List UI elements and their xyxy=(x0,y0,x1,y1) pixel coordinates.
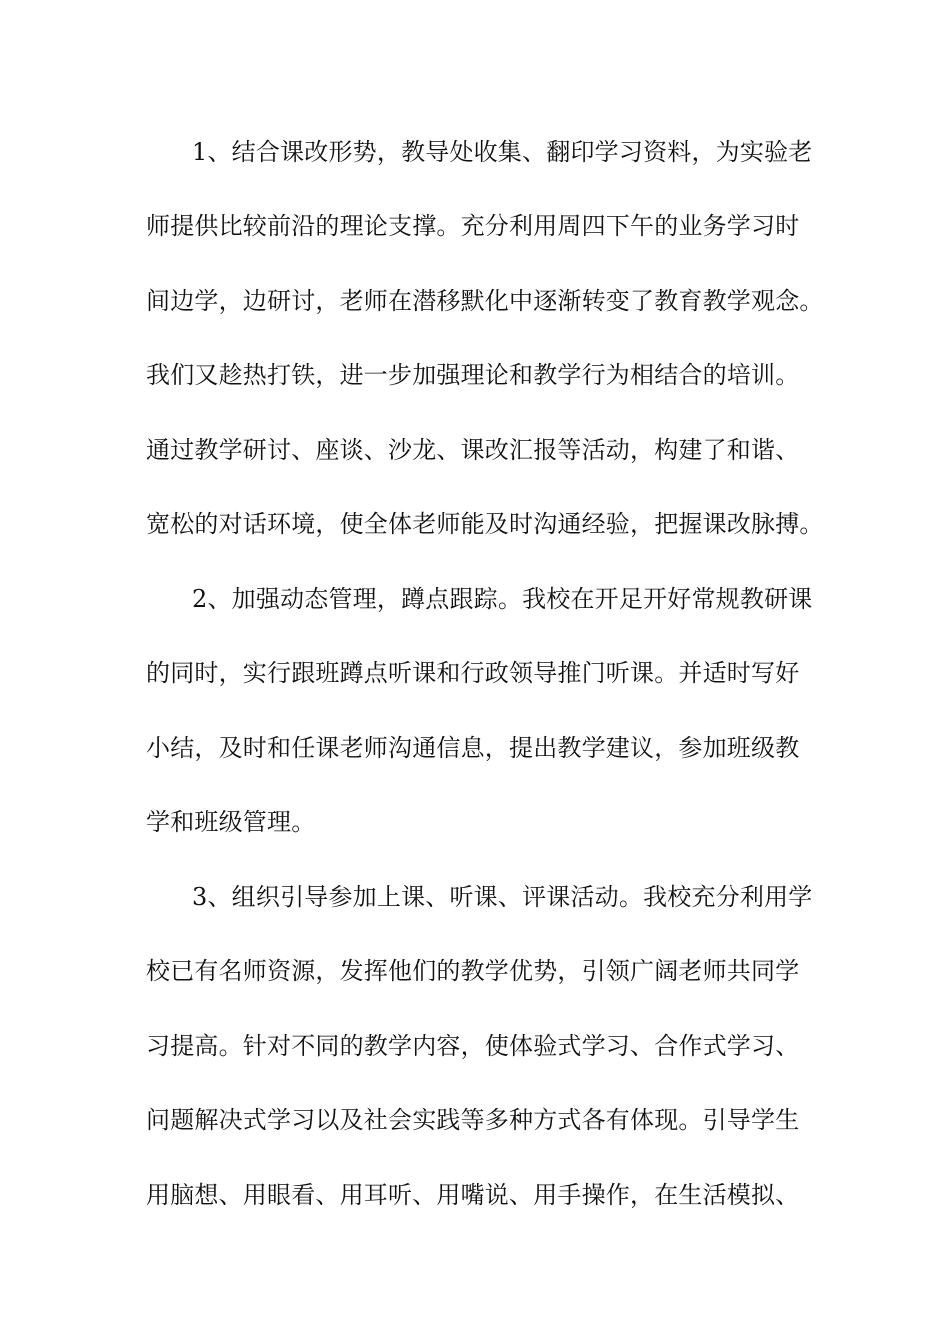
text-line: 师提供比较前沿的理论支撑。充分利用周四下午的业务学习时 xyxy=(146,212,800,240)
text-line: 习提高。针对不同的教学内容，使体验式学习、合作式学习、 xyxy=(146,1032,800,1060)
text-line: 通过教学研讨、座谈、沙龙、课改汇报等活动，构建了和谐、 xyxy=(146,436,800,464)
text-line: 校已有名师资源，发挥他们的教学优势，引领广阔老师共同学 xyxy=(146,957,800,985)
text-line: 小结，及时和任课老师沟通信息，提出教学建议，参加班级教 xyxy=(146,734,800,762)
text-line: 2、加强动态管理，蹲点跟踪。我校在开足开好常规教研课 xyxy=(192,585,813,613)
text-line: 问题解决式学习以及社会实践等多种方式各有体现。引导学生 xyxy=(146,1106,800,1134)
text-line: 的同时，实行跟班蹲点听课和行政领导推门听课。并适时写好 xyxy=(146,659,800,687)
text-line: 1、结合课改形势，教导处收集、翻印学习资料，为实验老 xyxy=(192,138,813,166)
text-line: 学和班级管理。 xyxy=(146,808,316,836)
text-line: 用脑想、用眼看、用耳听、用嘴说、用手操作，在生活模拟、 xyxy=(146,1181,800,1209)
text-line: 宽松的对话环境，使全体老师能及时沟通经验，把握课改脉搏。 xyxy=(146,510,824,538)
text-line: 我们又趁热打铁，进一步加强理论和教学行为相结合的培训。 xyxy=(146,361,800,389)
text-line: 3、组织引导参加上课、听课、评课活动。我校充分利用学 xyxy=(192,883,813,911)
text-line: 间边学，边研讨，老师在潜移默化中逐渐转变了教育教学观念。 xyxy=(146,287,824,315)
